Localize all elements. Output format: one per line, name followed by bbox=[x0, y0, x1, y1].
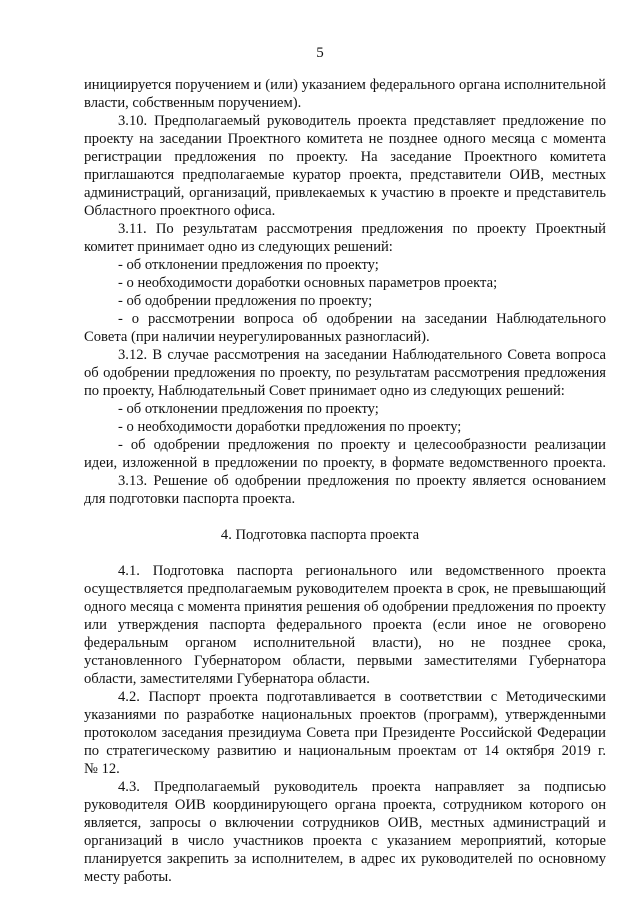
text-line: одного месяца с момента принятия решения об одобрении предложения по проекту bbox=[84, 599, 606, 615]
text-line: осуществляется предполагаемым руководителем проекта в срок, не превышающий bbox=[84, 581, 606, 597]
text-line: регистрации предложения по проекту. На заседание Проектного комитета bbox=[84, 149, 606, 165]
text-line: для подготовки паспорта проекта. bbox=[84, 491, 296, 507]
text-line: протоколом заседания президиума Совета при Президенте Российской Федерации bbox=[84, 725, 606, 741]
text-line: по проекту, Наблюдательный Совет принимает одно из следующих решений: bbox=[84, 383, 565, 399]
text-line: приглашаются предполагаемые куратор проекта, представители ОИВ, местных bbox=[84, 167, 606, 183]
text-line: является, запросы о включении сотрудников ОИВ, местных администраций и bbox=[84, 815, 606, 831]
text-line: или утверждения паспорта федерального проекта (если иное не оговорено bbox=[84, 617, 606, 633]
text-line: организаций в число участников проекта с указанием мероприятий, которые bbox=[84, 833, 606, 849]
list-item: - о необходимости доработки предложения по проекту; bbox=[118, 419, 462, 435]
text-line: идеи, изложенной в предложении по проекту, в формате ведомственного проекта. bbox=[84, 455, 606, 471]
text-line: об одобрении предложения по проекту, по результатам рассмотрения предложения bbox=[84, 365, 606, 381]
list-item: - о рассмотрении вопроса об одобрении на заседании Наблюдательного bbox=[118, 311, 606, 327]
paragraph-3-13-start: 3.13. Решение об одобрении предложения по проекту является основанием bbox=[118, 473, 606, 489]
list-item: - об отклонении предложения по проекту; bbox=[118, 401, 379, 417]
text-line: установленного Губернатором области, первыми заместителями Губернатора bbox=[84, 653, 606, 669]
text-line: области, заместителями Губернатора области. bbox=[84, 671, 370, 687]
paragraph-4-2-start: 4.2. Паспорт проекта подготавливается в соответствии с Методическими bbox=[118, 689, 606, 705]
paragraph-4-3-start: 4.3. Предполагаемый руководитель проекта направляет за подписью bbox=[118, 779, 606, 795]
text-line: указаниями по разработке национальных проектов (программ), утвержденными bbox=[84, 707, 606, 723]
paragraph-4-1-start: 4.1. Подготовка паспорта регионального или ведомственного проекта bbox=[118, 563, 606, 579]
text-line: по стратегическому развитию и национальным проектам от 14 октября 2019 г. bbox=[84, 743, 606, 759]
text-line: власти, собственным поручением). bbox=[84, 95, 302, 111]
text-line: администраций, организаций, привлекаемых к участию в проекте и представитель bbox=[84, 185, 606, 201]
paragraph-3-10-start: 3.10. Предполагаемый руководитель проекта представляет предложение по bbox=[118, 113, 606, 129]
list-item: - о необходимости доработки основных параметров проекта; bbox=[118, 275, 498, 291]
list-item: - об одобрении предложения по проекту и целесообразности реализации bbox=[118, 437, 606, 453]
section-heading: 4. Подготовка паспорта проекта bbox=[220, 527, 420, 543]
list-item: - об одобрении предложения по проекту; bbox=[118, 293, 373, 309]
text-line: Совета (при наличии неурегулированных разногласий). bbox=[84, 329, 430, 345]
text-line: комитет принимает одно из следующих решений: bbox=[84, 239, 393, 255]
text-line: федеральным органом исполнительной власти), но не позднее срока, bbox=[84, 635, 606, 651]
text-line: месту работы. bbox=[84, 869, 172, 885]
text-line: Областного проектного офиса. bbox=[84, 203, 276, 219]
paragraph-3-11-start: 3.11. По результатам рассмотрения предложения по проекту Проектный bbox=[118, 221, 606, 237]
text-line: руководителя ОИВ координирующего органа проекта, сотрудником которого он bbox=[84, 797, 606, 813]
text-line: проекту на заседании Проектного комитета не позднее одного месяца с момента bbox=[84, 131, 606, 147]
list-item: - об отклонении предложения по проекту; bbox=[118, 257, 379, 273]
text-line: инициируется поручением и (или) указанием федерального органа исполнительной bbox=[84, 77, 606, 93]
page-number: 5 bbox=[316, 45, 324, 61]
text-line: № 12. bbox=[84, 761, 120, 777]
text-line: планируется закрепить за исполнителем, в адрес их руководителей по основному bbox=[84, 851, 606, 867]
paragraph-3-12-start: 3.12. В случае рассмотрения на заседании Наблюдательного Совета вопроса bbox=[118, 347, 606, 363]
